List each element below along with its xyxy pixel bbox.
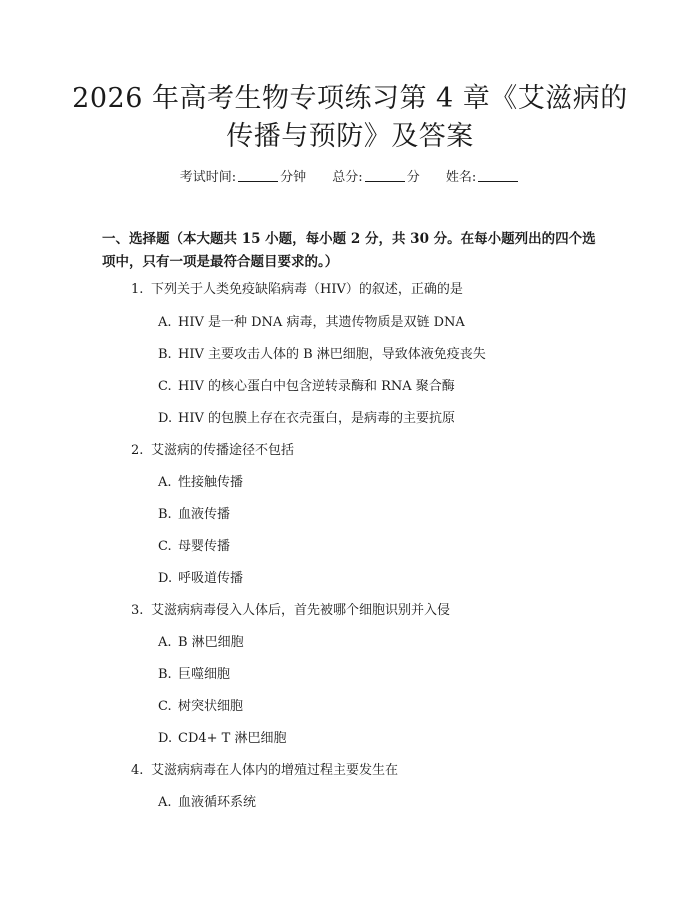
option-text: 树突状细胞 bbox=[178, 699, 244, 714]
question-3-option-a bbox=[158, 633, 244, 653]
option-text: CD4+ T 淋巴细胞 bbox=[178, 731, 287, 746]
option-text: 性接触传播 bbox=[178, 475, 244, 490]
total-score-blank bbox=[365, 168, 405, 182]
question-3 bbox=[131, 601, 450, 621]
option-letter: A. bbox=[158, 475, 172, 490]
exam-time-field bbox=[180, 168, 306, 188]
name-blank bbox=[478, 168, 518, 182]
question-number: 3. bbox=[131, 603, 144, 618]
total-score-field bbox=[332, 168, 419, 188]
total-score-unit: 分 bbox=[406, 170, 420, 185]
option-letter: A. bbox=[158, 315, 172, 330]
question-3-option-d bbox=[158, 729, 286, 749]
exam-time-blank bbox=[238, 168, 278, 182]
section-heading: 一、选择题（本大题共 15 小题，每小题 2 分，共 30 分。在每小题列出的四个选项中，只有一项是最符合题目要求的。） bbox=[102, 231, 596, 270]
option-letter: C. bbox=[158, 539, 172, 554]
question-1-option-a bbox=[158, 313, 465, 333]
question-2-option-d bbox=[158, 569, 243, 589]
option-text: 呼吸道传播 bbox=[178, 571, 244, 586]
option-letter: B. bbox=[158, 667, 172, 682]
option-letter: D. bbox=[158, 731, 173, 746]
question-stem: 艾滋病的传播途径不包括 bbox=[151, 443, 295, 458]
question-number: 2. bbox=[131, 443, 144, 458]
option-text: B 淋巴细胞 bbox=[178, 635, 244, 650]
title-line-2: 传播与预防》及答案 bbox=[226, 121, 474, 152]
option-text: HIV 的核心蛋白中包含逆转录酶和 RNA 聚合酶 bbox=[178, 379, 455, 394]
question-stem: 艾滋病病毒侵入人体后，首先被哪个细胞识别并入侵 bbox=[151, 603, 451, 618]
option-text: 巨噬细胞 bbox=[178, 667, 231, 682]
question-1-option-d bbox=[158, 409, 455, 429]
option-text: HIV 的包膜上存在衣壳蛋白，是病毒的主要抗原 bbox=[178, 411, 455, 426]
option-letter: A. bbox=[158, 635, 172, 650]
question-2-option-a bbox=[158, 473, 243, 493]
option-text: 母婴传播 bbox=[178, 539, 231, 554]
option-text: 血液循环系统 bbox=[178, 795, 257, 810]
document-title bbox=[60, 80, 640, 156]
option-text: HIV 主要攻击人体的 B 淋巴细胞，导致体液免疫丧失 bbox=[178, 347, 486, 362]
name-field bbox=[446, 168, 520, 188]
question-number: 4. bbox=[131, 763, 144, 778]
exam-time-unit: 分钟 bbox=[280, 170, 307, 185]
question-stem: 艾滋病病毒在人体内的增殖过程主要发生在 bbox=[151, 763, 399, 778]
question-3-option-c bbox=[158, 697, 243, 717]
question-1 bbox=[131, 280, 463, 300]
title-line-1: 2026 年高考生物专项练习第 4 章《艾滋病的 bbox=[72, 83, 628, 114]
option-letter: C. bbox=[158, 699, 172, 714]
option-text: HIV 是一种 DNA 病毒，其遗传物质是双链 DNA bbox=[178, 315, 465, 330]
option-letter: A. bbox=[158, 795, 172, 810]
option-letter: D. bbox=[158, 571, 173, 586]
question-1-option-c bbox=[158, 377, 455, 397]
question-2-option-c bbox=[158, 537, 230, 557]
exam-time-label: 考试时间: bbox=[179, 170, 237, 185]
question-3-option-b bbox=[158, 665, 230, 685]
question-4 bbox=[131, 761, 398, 781]
question-number: 1. bbox=[131, 282, 144, 297]
name-label: 姓名: bbox=[445, 170, 477, 185]
exam-info bbox=[0, 168, 700, 188]
question-4-option-a bbox=[158, 793, 256, 813]
option-letter: D. bbox=[158, 411, 173, 426]
option-letter: B. bbox=[158, 347, 172, 362]
option-letter: B. bbox=[158, 507, 172, 522]
total-score-label: 总分: bbox=[332, 170, 363, 185]
question-2 bbox=[131, 441, 294, 461]
option-text: 血液传播 bbox=[178, 507, 231, 522]
question-stem: 下列关于人类免疫缺陷病毒（HIV）的叙述，正确的是 bbox=[151, 282, 463, 297]
option-letter: C. bbox=[158, 379, 172, 394]
question-2-option-b bbox=[158, 505, 230, 525]
question-1-option-b bbox=[158, 345, 486, 365]
